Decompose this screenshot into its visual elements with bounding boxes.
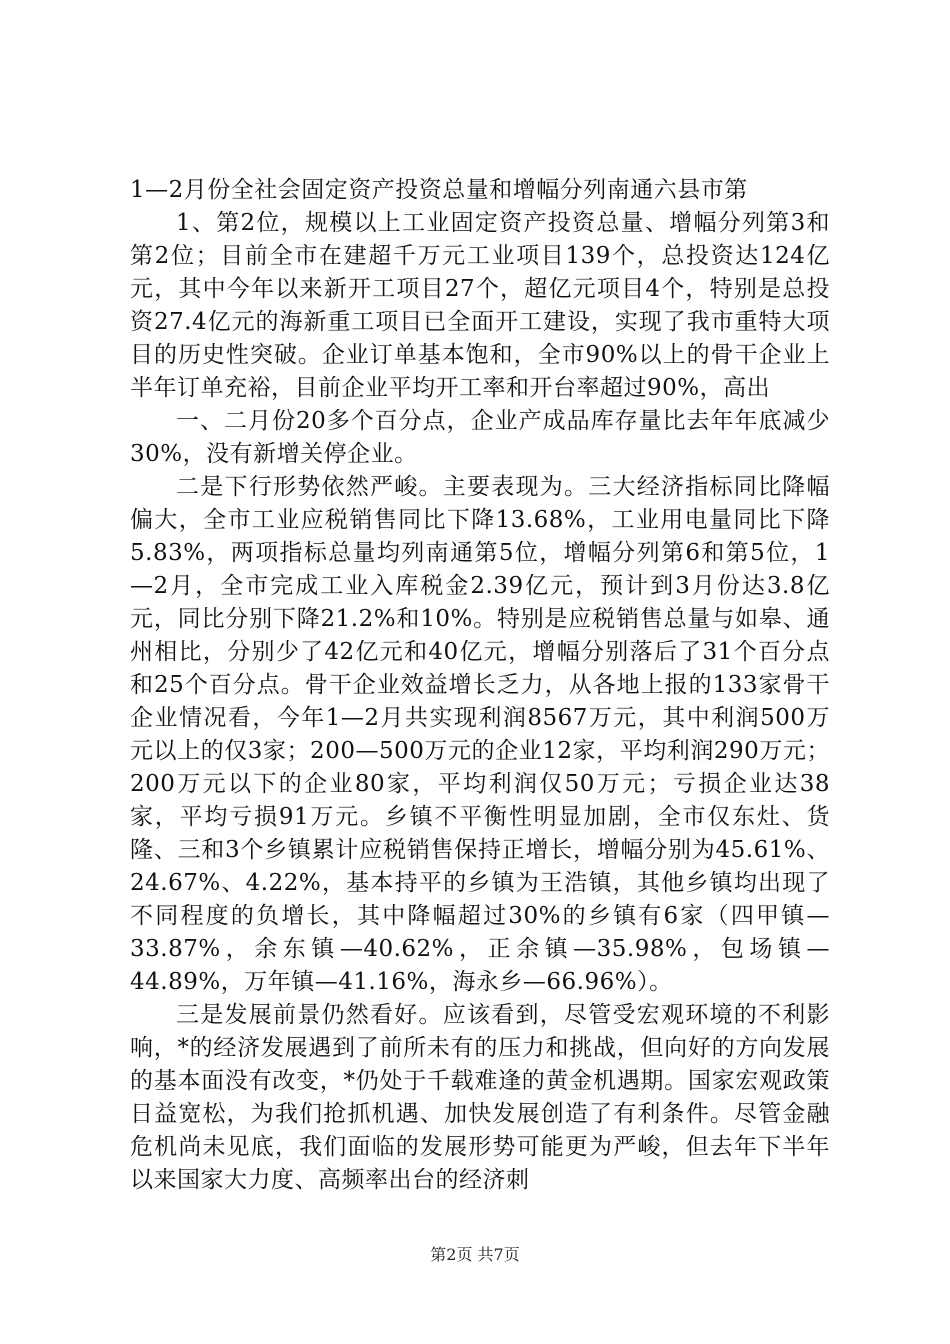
paragraph-2: 1、第2位，规模以上工业固定资产投资总量、增幅分列第3和第2位；目前全市在建超千万元工业项目139个，总投资达124亿元，其中今年以来新开工项目27个，超亿元项目4个，特别是总投资27.4亿元的海新重工项目已全面开工建设，实现了我市重特大项目的历史性突破。企业订单基本饱和，全市90%以上的骨干企业上半年订单充裕，目前企业平均开工率和开台率超过90%，高出 <box>130 210 830 401</box>
document-body <box>130 174 830 1197</box>
paragraph-3: 一、二月份20多个百分点，企业产成品库存量比去年年底减少30%，没有新增关停企业。 <box>130 408 830 467</box>
page-number-footer: 第2页 共7页 <box>430 1245 520 1264</box>
paragraph-1: 1—2月份全社会固定资产投资总量和增幅分列南通六县市第 <box>130 177 748 203</box>
paragraph-5: 三是发展前景仍然看好。应该看到，尽管受宏观环境的不利影响，*的经济发展遇到了前所未有的压力和挑战，但向好的方向发展的基本面没有改变，*仍处于千载难逢的黄金机遇期。国家宏观政策日益宽松，为我们抢抓机遇、加快发展创造了有利条件。尽管金融危机尚未见底，我们面临的发展形势可能更为严峻，但去年下半年以来国家大力度、高频率出台的经济刺 <box>130 1002 830 1193</box>
paragraph-4: 二是下行形势依然严峻。主要表现为。三大经济指标同比降幅偏大，全市工业应税销售同比下降13.68%，工业用电量同比下降5.83%，两项指标总量均列南通第5位，增幅分列第6和第5位，1—2月，全市完成工业入库税金2.39亿元，预计到3月份达3.8亿元，同比分别下降21.2%和10%。特别是应税销售总量与如皋、通州相比，分别少了42亿元和40亿元，增幅分别落后了31个百分点和25个百分点。骨干企业效益增长乏力，从各地上报的133家骨干企业情况看，今年1—2月共实现利润8567万元，其中利润500万元以上的仅3家；200—500万元的企业12家，平均利润290万元；200万元以下的企业80家，平均利润仅50万元；亏损企业达38家，平均亏损91万元。乡镇不平衡性明显加剧，全市仅东灶、货隆、三和3个乡镇累计应税销售保持正增长，增幅分别为45.61%、24.67%、4.22%，基本持平的乡镇为王浩镇，其他乡镇均出现了不同程度的负增长，其中降幅超过30%的乡镇有6家（四甲镇—33.87%，余东镇—40.62%，正余镇—35.98%，包场镇—44.89%，万年镇—41.16%，海永乡—66.96%）。 <box>130 474 830 995</box>
